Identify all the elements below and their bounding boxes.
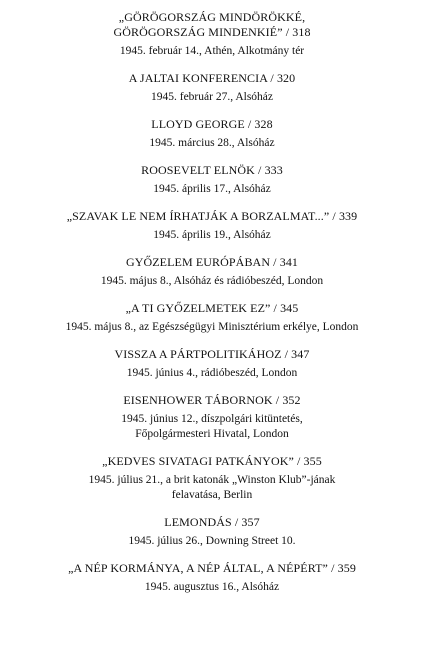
entry-detail [0, 366, 424, 381]
toc-entry [0, 454, 424, 503]
toc-entry [0, 10, 424, 59]
entry-detail [0, 534, 424, 549]
entry-detail-line: 1945. június 4., rádióbeszéd, London [126, 367, 298, 379]
entry-title-line: VISSZA A PÁRTPOLITIKÁHOZ / 347 [114, 347, 310, 361]
entry-title [0, 71, 424, 86]
toc-entry [0, 347, 424, 381]
entry-detail [0, 412, 424, 442]
entry-detail-line: 1945. július 26., Downing Street 10. [128, 535, 296, 547]
entry-title [0, 301, 424, 316]
entry-detail-line: 1945. július 21., a brit katonák „Winston Klub”-jának [88, 474, 336, 486]
entry-detail-line: 1945. június 12., díszpolgári kitüntetés, [121, 413, 303, 425]
entry-title-line: „KEDVES SIVATAGI PATKÁNYOK” / 355 [102, 454, 322, 468]
entry-title-line: „A TI GYŐZELMETEK EZ” / 345 [125, 301, 299, 315]
entry-detail [0, 228, 424, 243]
entry-detail-line: felavatása, Berlin [171, 489, 253, 501]
entry-title-line: „SZAVAK LE NEM ÍRHATJÁK A BORZALMAT...” / 339 [66, 209, 358, 223]
table-of-contents [0, 10, 424, 607]
entry-detail [0, 90, 424, 105]
entry-detail-line: Főpolgármesteri Hivatal, London [135, 428, 289, 440]
entry-title-line: „A NÉP KORMÁNYA, A NÉP ÁLTAL, A NÉPÉRT” / 359 [68, 561, 356, 575]
entry-title [0, 515, 424, 530]
entry-title-line: LLOYD GEORGE / 328 [151, 117, 273, 131]
entry-title-line: GÖRÖGORSZÁG MINDENKIÉ” / 318 [113, 25, 311, 39]
entry-title [0, 209, 424, 224]
toc-entry [0, 255, 424, 289]
entry-title-line: LEMONDÁS / 357 [164, 515, 260, 529]
entry-title-line: GYŐZELEM EURÓPÁBAN / 341 [125, 255, 299, 269]
entry-title [0, 393, 424, 408]
entry-title [0, 347, 424, 362]
entry-detail-line: 1945. február 14., Athén, Alkotmány tér [119, 45, 305, 57]
entry-title-line: „GÖRÖGORSZÁG MINDÖRÖKKÉ, [118, 10, 306, 24]
entry-detail [0, 580, 424, 595]
entry-title [0, 163, 424, 178]
entry-detail-line: 1945. augusztus 16., Alsóház [144, 581, 280, 593]
toc-entry [0, 301, 424, 335]
entry-detail [0, 274, 424, 289]
entry-title-line: A JALTAI KONFERENCIA / 320 [128, 71, 296, 85]
entry-detail [0, 182, 424, 197]
entry-detail [0, 44, 424, 59]
entry-detail-line: 1945. május 8., Alsóház és rádióbeszéd, London [100, 275, 324, 287]
entry-detail [0, 320, 424, 335]
entry-title [0, 255, 424, 270]
entry-title [0, 10, 424, 40]
entry-title [0, 561, 424, 576]
toc-entry [0, 71, 424, 105]
entry-title-line: ROOSEVELT ELNÖK / 333 [141, 163, 283, 177]
entry-title [0, 454, 424, 469]
entry-detail-line: 1945. február 27., Alsóház [151, 91, 273, 103]
toc-entry [0, 117, 424, 151]
toc-entry [0, 393, 424, 442]
entry-detail [0, 473, 424, 503]
entry-title [0, 117, 424, 132]
toc-entry [0, 561, 424, 595]
entry-detail-line: 1945. március 28., Alsóház [149, 137, 275, 149]
entry-detail-line: 1945. április 17., Alsóház [153, 183, 271, 195]
toc-entry [0, 163, 424, 197]
toc-entry [0, 209, 424, 243]
entry-detail [0, 136, 424, 151]
entry-title-line: EISENHOWER TÁBORNOK / 352 [123, 393, 301, 407]
entry-detail-line: 1945. május 8., az Egészségügyi Minisztérium erkélye, London [65, 321, 359, 333]
toc-entry [0, 515, 424, 549]
entry-detail-line: 1945. április 19., Alsóház [153, 229, 271, 241]
